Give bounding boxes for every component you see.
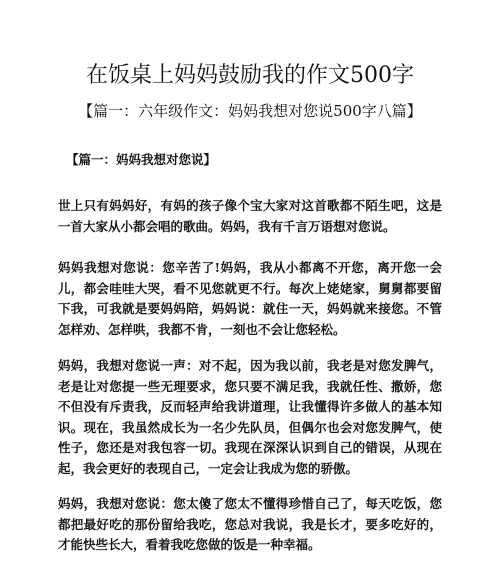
paragraph-2: 妈妈我想对您说：您辛苦了!妈妈，我从小都离不开您，离开您一会儿，都会哇哇大哭，看不见您就更不行。每次上姥姥家，舅舅都要留下我，可我就是要妈妈陪，妈妈说：就住一天，妈妈就来接您。不管怎样劝、怎样哄，我都不肯，一刻也不会让您轻松。 — [58, 260, 442, 337]
paragraph-4: 妈妈，我想对您说：您太傻了您太不懂得珍惜自己了，每天吃饭，您都把最好吃的那份留给我吃，您总对我说，我是长才，要多吃好的，才能快些长大，看着我吃您做的饭是一种幸福。 — [58, 496, 442, 552]
page-subtitle: 【篇一：六年级作文：妈妈我想对您说500字八篇】 — [78, 102, 422, 120]
paragraph-1: 世上只有妈妈好，有妈的孩子像个宝大家对这首歌都不陌生吧，这是一首大家从小都会唱的歌曲。妈妈，我有千言万语想对您说。 — [58, 198, 442, 234]
page-title: 在饭桌上妈妈鼓励我的作文500字 — [86, 63, 414, 88]
section-heading: 【篇一：妈妈我想对您说】 — [66, 152, 217, 167]
paragraph-3: 妈妈，我想对您说一声：对不起，因为我以前，我老是对您发脾气，老是让对您提一些无理要求，您只要不满足我，我就任性、撒娇，您不但没有斥责我，反而轻声给我讲道理，让我懂得许多做人的基本知识。现在，我虽然成长为一名少先队员，但偶尔也会对您发脾气，使性子，您还是对我包容一切。我现在深深认识到自己的错误，从现在起，我会更好的表现自己，一定会让我成为您的骄傲。 — [58, 358, 442, 476]
